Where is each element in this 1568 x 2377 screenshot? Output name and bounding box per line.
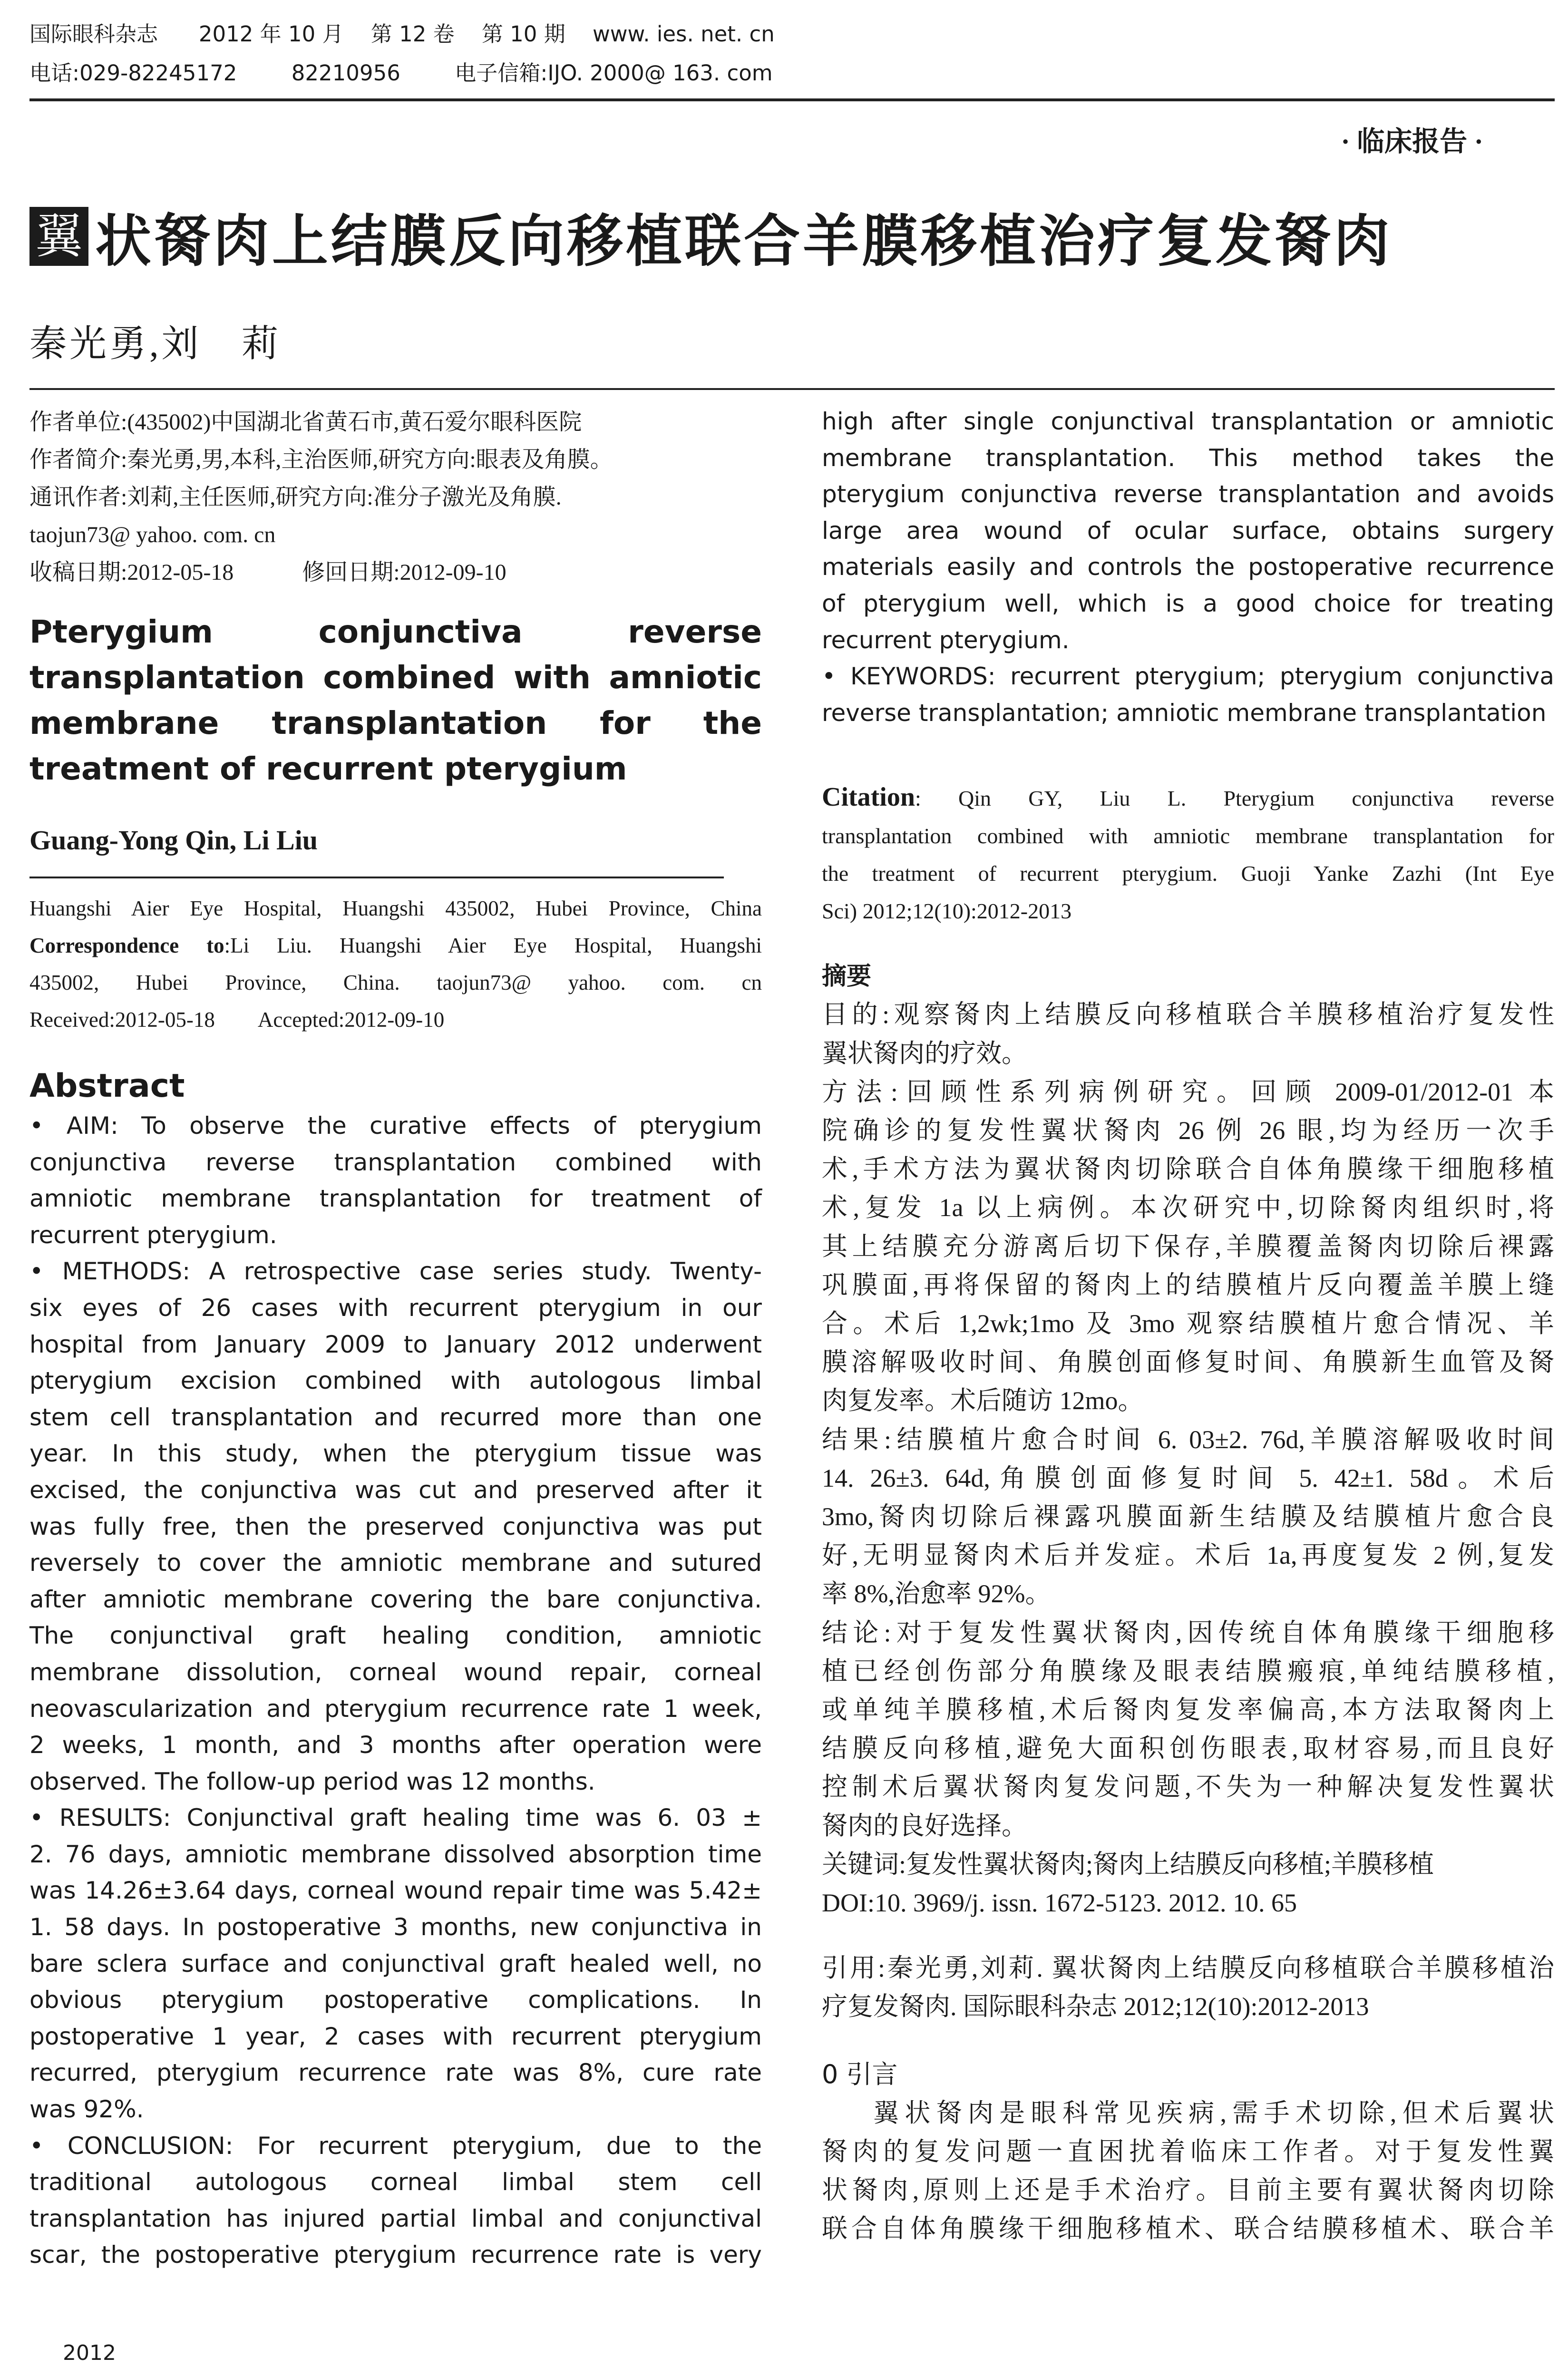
- header-rule: [29, 98, 1555, 101]
- abstract-line: 2. 76 days, amniotic membrane dissolved absorption time: [29, 1840, 762, 1868]
- zh-abstract-line: 好,无明显胬肉术后并发症。术后 1a,再度复发 2 例,复发: [822, 1541, 1554, 1570]
- abstract-line: obvious pterygium postoperative complications. In: [29, 1986, 762, 2014]
- english-authors: Guang-Yong Qin, Li Liu: [29, 825, 318, 856]
- intro-line: 胬肉的复发问题一直困扰着临床工作者。对于复发性翼: [822, 2137, 1554, 2166]
- author-rule: [29, 877, 724, 878]
- abstract-line: 1. 58 days. In postoperative 3 months, new conjunctiva in: [29, 1913, 762, 1941]
- page-number: 2012: [63, 2341, 116, 2365]
- zh-abstract-line: DOI:10. 3969/j. issn. 1672-5123. 2012. 10. 65: [822, 1889, 1297, 1918]
- zh-abstract-line: 14. 26±3. 64d,角膜创面修复时间 5. 42±1. 58d。术后: [822, 1463, 1554, 1492]
- abstract-line: six eyes of 26 cases with recurrent pterygium in our: [29, 1294, 762, 1322]
- abstract-line: neovascularization and pterygium recurrence rate 1 week,: [29, 1695, 762, 1723]
- zh-abstract-line: 其上结膜充分游离后切下保存,羊膜覆盖胬肉切除后裸露: [822, 1232, 1554, 1261]
- masthead-line-1: [29, 19, 1542, 49]
- title-text: 状胬肉上结膜反向移植联合羊膜移植治疗复发胬肉: [95, 208, 1393, 274]
- abstract-line: membrane dissolution, corneal wound repair, corneal: [29, 1658, 762, 1686]
- citation-label: Citation: [822, 782, 915, 812]
- english-title-line: transplantation combined with amniotic: [29, 659, 762, 696]
- citation-text: : Qin GY, Liu L. Pterygium conjunctiva reverse: [915, 786, 1554, 811]
- abstract-line: recurrent pterygium.: [822, 626, 1070, 654]
- intro-line: 状胬肉,原则上还是手术治疗。目前主要有翼状胬肉切除: [822, 2176, 1554, 2205]
- english-title-line: membrane transplantation for the: [29, 705, 762, 741]
- abstract-heading: Abstract: [29, 1067, 185, 1105]
- zh-abstract-line: 结膜反向移植,避免大面积创伤眼表,取材容易,而且良好: [822, 1734, 1554, 1763]
- intro-line: 翼状胬肉是眼科常见疾病,需手术切除,但术后翼状: [873, 2098, 1554, 2127]
- author-info: [29, 403, 762, 591]
- abstract-line: • METHODS: A retrospective case series study. Twenty-: [29, 1257, 762, 1286]
- citation-line: Sci) 2012;12(10):2012-2013: [822, 899, 1072, 924]
- correspondence-label: Correspondence to: [29, 934, 224, 957]
- affiliation-line: Huangshi Aier Eye Hospital, Huangshi 435002, Hubei Province, China: [29, 896, 762, 920]
- abstract-line: recurrent pterygium.: [29, 1221, 277, 1249]
- abstract-line: pterygium conjunctiva reverse transplantation and avoids: [822, 480, 1554, 508]
- english-title-line: treatment of recurrent pterygium: [29, 750, 627, 787]
- zh-abstract-line: 术,复发 1a 以上病例。本次研究中,切除胬肉组织时,将: [822, 1193, 1554, 1222]
- author-info-line: taojun73@ yahoo. com. cn: [29, 522, 276, 547]
- abstract-line: recurred, pterygium recurrence rate was 8%, cure rate: [29, 2059, 762, 2087]
- received-accepted-dates: Received:2012-05-18 Accepted:2012-09-10: [29, 1008, 445, 1032]
- zh-abstract-line: 胬肉的良好选择。: [822, 1811, 1027, 1840]
- abstract-line: was 14.26±3.64 days, corneal wound repair time was 5.42±: [29, 1877, 762, 1905]
- zh-citation-line: 疗复发胬肉. 国际眼科杂志 2012;12(10):2012-2013: [822, 1992, 1369, 2021]
- abstract-line: • RESULTS: Conjunctival graft healing time was 6. 03 ±: [29, 1804, 762, 1832]
- abstract-line: was fully free, then the preserved conjunctiva was put: [29, 1512, 762, 1540]
- abstract-line: postoperative 1 year, 2 cases with recurrent pterygium: [29, 2022, 762, 2050]
- article-title: [29, 205, 1393, 274]
- zh-abstract-line: 植已经创伤部分角膜缘及眼表结膜瘢痕,单纯结膜移植,: [822, 1656, 1554, 1685]
- citation-line: [822, 779, 1554, 817]
- abstract-line: • CONCLUSION: For recurrent pterygium, due to the: [29, 2132, 762, 2160]
- abstract-line: year. In this study, when the pterygium tissue was: [29, 1440, 762, 1468]
- citation-line: the treatment of recurrent pterygium. Guoji Yanke Zazhi (Int Eye: [822, 861, 1554, 886]
- journal-name: 国际眼科杂志: [29, 21, 158, 47]
- abstract-line: high after single conjunctival transplantation or amniotic: [822, 408, 1554, 435]
- masthead-line-2: [29, 58, 1542, 88]
- abstract-line: of pterygium well, which is a good choice for treating: [822, 589, 1554, 617]
- authors-zh: 秦光勇,刘 莉: [29, 323, 282, 364]
- zh-abstract-line: 方法:回顾性系列病例研究。回顾 2009-01/2012-01 本: [822, 1077, 1554, 1106]
- journal-phone-2: 82210956: [291, 60, 400, 86]
- author-info-line: 通讯作者:刘莉,主任医师,研究方向:准分子激光及角膜.: [29, 485, 562, 510]
- issue-number: 第 10 期: [481, 21, 565, 47]
- correspondence-line: [29, 927, 762, 964]
- right-column: [822, 403, 1554, 2248]
- zh-abstract-line: 目的:观察胬肉上结膜反向移植联合羊膜移植治疗复发性: [822, 1000, 1554, 1029]
- correspondence-text: :Li Liu. Huangshi Aier Eye Hospital, Huangshi: [224, 934, 762, 957]
- abstract-line: The conjunctival graft healing condition, amniotic: [29, 1622, 762, 1650]
- abstract-line: excised, the conjunctiva was cut and preserved after it: [29, 1476, 762, 1504]
- title-drop-cap: 翼: [29, 207, 88, 266]
- zh-abstract-line: 结论:对于复发性翼状胬肉,因传统自体角膜缘干细胞移: [822, 1618, 1554, 1647]
- journal-phone: 电话:029-82245172: [29, 60, 237, 86]
- intro-line: 联合自体角膜缘干细胞移植术、联合结膜移植术、联合羊: [822, 2214, 1554, 2243]
- abstract-line: • AIM: To observe the curative effects of pterygium: [29, 1112, 762, 1140]
- zh-abstract-line: 控制术后翼状胬肉复发问题,不失为一种解决复发性翼状: [822, 1773, 1554, 1802]
- intro-heading: 0 引言: [822, 2059, 898, 2089]
- abstract-line: traditional autologous corneal limbal stem cell: [29, 2168, 762, 2196]
- abstract-line: amniotic membrane transplantation for treatment of: [29, 1185, 762, 1213]
- author-info-line: 作者简介:秦光勇,男,本科,主治医师,研究方向:眼表及角膜。: [29, 447, 613, 472]
- zh-abstract-line: 术,手术方法为翼状胬肉切除联合自体角膜缘干细胞移植: [822, 1155, 1554, 1184]
- abstract-line: membrane transplantation. This method takes the: [822, 444, 1554, 472]
- abstract-line: bare sclera surface and conjunctival graft healed well, no: [29, 1949, 762, 1978]
- abstract-line: materials easily and controls the postoperative recurrence: [822, 553, 1554, 581]
- zh-abstract-line: 率 8%,治愈率 92%。: [822, 1579, 1051, 1608]
- journal-website: www. ies. net. cn: [592, 21, 775, 47]
- abstract-body-right: [822, 403, 1554, 731]
- zh-abstract-line: 关键词:复发性翼状胬肉;胬肉上结膜反向移植;羊膜移植: [822, 1850, 1434, 1879]
- zh-abstract-line: 结果:结膜植片愈合时间 6. 03±2. 76d,羊膜溶解吸收时间: [822, 1425, 1554, 1454]
- zh-citation: [822, 1949, 1554, 2026]
- abstract-line: large area wound of ocular surface, obtains surgery: [822, 516, 1554, 545]
- abstract-line: stem cell transplantation and recurred more than one: [29, 1403, 762, 1431]
- abstract-line: hospital from January 2009 to January 2012 underwent: [29, 1330, 762, 1358]
- abstract-line: • KEYWORDS: recurrent pterygium; pterygium conjunctiva: [822, 662, 1554, 691]
- abstract-line: observed. The follow-up period was 12 months.: [29, 1767, 595, 1795]
- journal-email: 电子信箱:IJO. 2000@ 163. com: [455, 60, 773, 86]
- abstract-line: scar, the postoperative pterygium recurrence rate is very: [29, 2241, 762, 2269]
- affiliation-line: 435002, Hubei Province, China. taojun73@ yahoo. com. cn: [29, 971, 762, 994]
- abstract-body-left: [29, 1108, 762, 2273]
- author-info-line: 作者单位:(435002)中国湖北省黄石市,黄石爱尔眼科医院: [29, 409, 582, 435]
- abstract-line: reversely to cover the amniotic membrane and sutured: [29, 1549, 762, 1577]
- affiliation: [29, 890, 762, 1038]
- title-rule: [29, 388, 1555, 390]
- abstract-line: conjunctiva reverse transplantation combined with: [29, 1148, 762, 1176]
- english-title-line: Pterygium conjunctiva reverse: [29, 614, 762, 650]
- section-label: · 临床报告 ·: [1341, 126, 1483, 157]
- zh-abstract-line: 巩膜面,再将保留的胬肉上的结膜植片反向覆盖羊膜上缝: [822, 1270, 1554, 1299]
- zh-abstract-heading: 摘要: [822, 962, 872, 991]
- zh-abstract-line: 院确诊的复发性翼状胬肉 26 例 26 眼,均为经历一次手: [822, 1116, 1554, 1145]
- zh-abstract-line: 膜溶解吸收时间、角膜创面修复时间、角膜新生血管及胬: [822, 1348, 1554, 1377]
- citation-line: transplantation combined with amniotic membrane transplantation for: [822, 824, 1554, 848]
- zh-citation-line: 引用:秦光勇,刘莉. 翼状胬肉上结膜反向移植联合羊膜移植治: [822, 1954, 1554, 1983]
- abstract-line: transplantation has injured partial limbal and conjunctival: [29, 2204, 762, 2232]
- abstract-line: 2 weeks, 1 month, and 3 months after operation were: [29, 1731, 762, 1759]
- zh-abstract-line: 肉复发率。术后随访 12mo。: [822, 1386, 1144, 1415]
- citation: [822, 779, 1554, 930]
- abstract-line: after amniotic membrane covering the bare conjunctiva.: [29, 1585, 762, 1613]
- issue-date: 2012 年 10 月: [198, 21, 344, 47]
- left-column: [29, 403, 762, 2273]
- intro-body: [822, 2094, 1554, 2249]
- abstract-line: pterygium excision combined with autologous limbal: [29, 1367, 762, 1395]
- zh-abstract-line: 翼状胬肉的疗效。: [822, 1039, 1027, 1068]
- zh-abstract-line: 或单纯羊膜移植,术后胬肉复发率偏高,本方法取胬肉上: [822, 1695, 1554, 1724]
- abstract-line: was 92%.: [29, 2095, 144, 2124]
- abstract-line: reverse transplantation; amniotic membrane transplantation: [822, 699, 1547, 727]
- zh-abstract-body: [822, 995, 1554, 1922]
- zh-abstract-line: 合。术后 1,2wk;1mo 及 3mo 观察结膜植片愈合情况、羊: [822, 1309, 1554, 1338]
- author-info-line: 收稿日期:2012-05-18 修回日期:2012-09-10: [29, 560, 506, 585]
- english-title: [29, 609, 762, 792]
- zh-abstract-line: 3mo,胬肉切除后裸露巩膜面新生结膜及结膜植片愈合良: [822, 1502, 1554, 1531]
- volume: 第 12 卷: [370, 21, 455, 47]
